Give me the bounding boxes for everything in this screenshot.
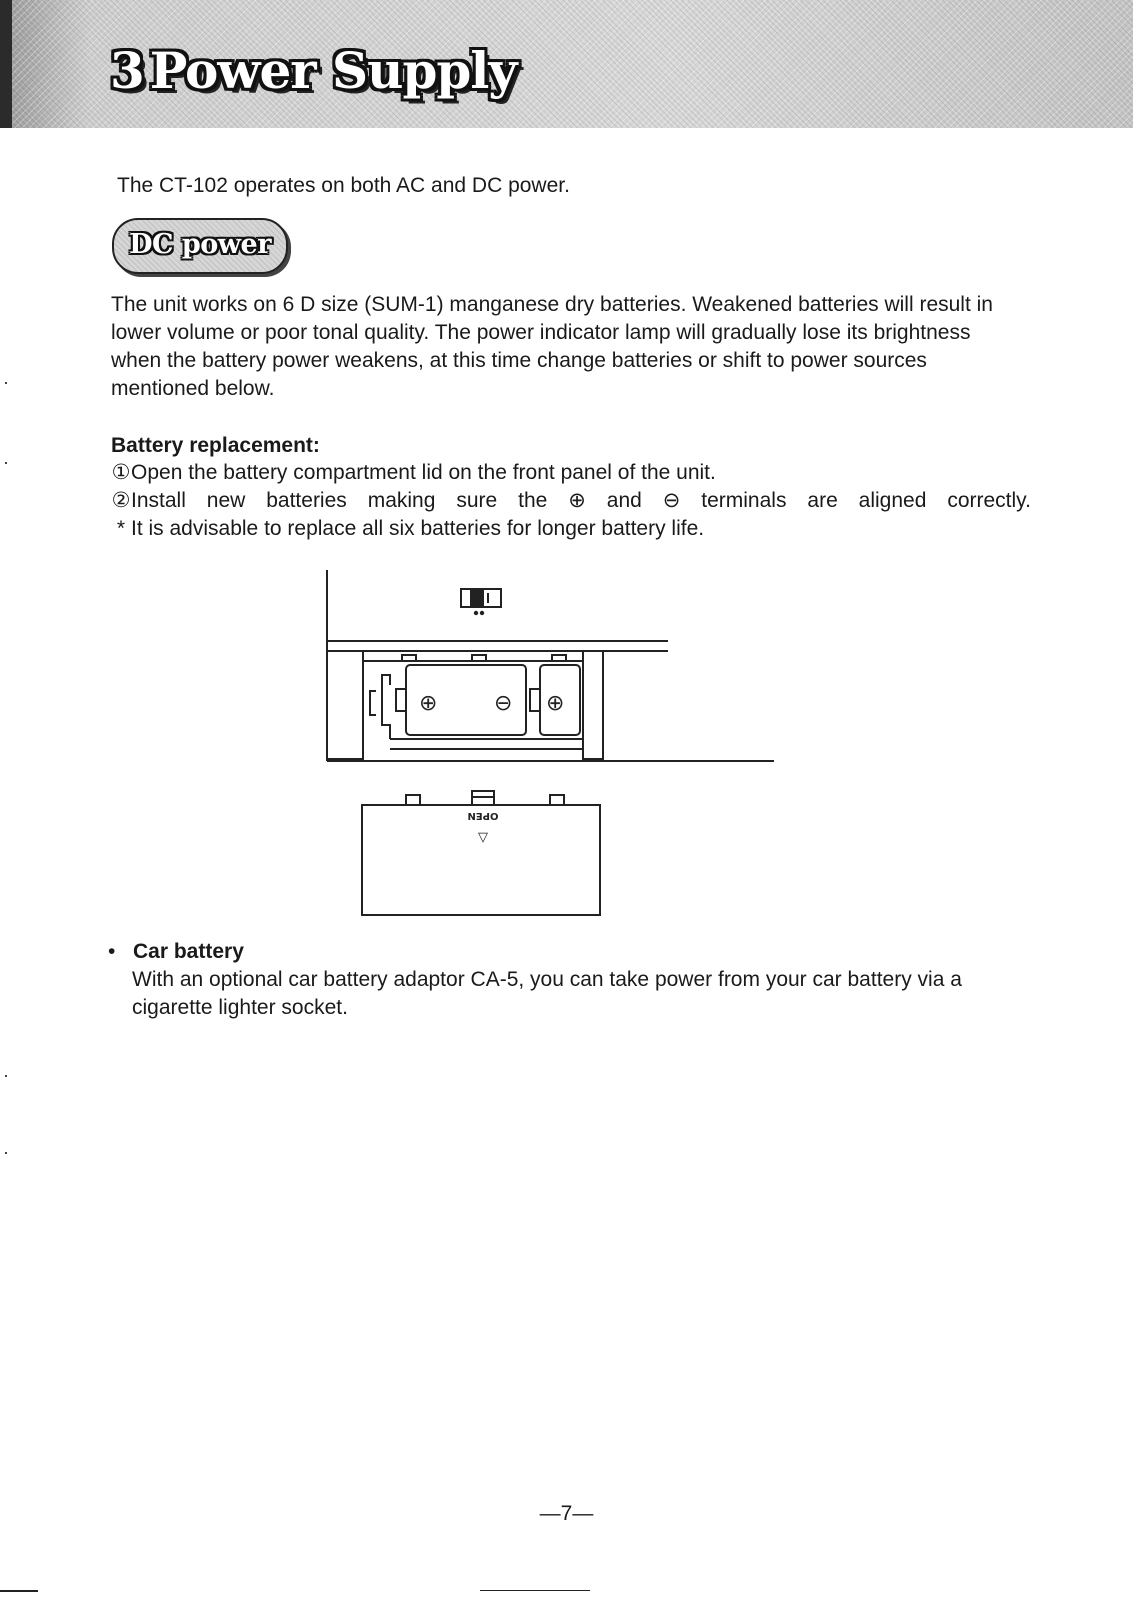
dc-power-paragraph: The unit works on 6 D size (SUM-1) manganese dry batteries. Weakened batteries will result in lower volume or poor tonal quality. The power indicator lamp will gradually lose its brightness when the battery power weakens, at this time change batteries or shift to power sources mentioned below. [111, 293, 993, 400]
step-1-text: Open the battery compartment lid on the front panel of the unit. [131, 461, 716, 484]
battery-replacement-heading: Battery replacement: [111, 434, 320, 457]
section-title: Power Supply [149, 41, 517, 100]
page-number: —7— [539, 1502, 594, 1525]
battery-compartment-illustration [320, 565, 790, 925]
step-2-word: aligned [858, 489, 927, 512]
step-2-word: and [606, 489, 642, 512]
step-2-word: correctly. [947, 489, 1031, 512]
note-text: It is advisable to replace all six batteries for longer battery life. [131, 517, 705, 540]
scan-artifact-dot [5, 462, 7, 464]
step-2-word: sure [456, 489, 498, 512]
lid-arrow-icon: ▽ [478, 830, 488, 845]
plus-terminal-icon: ⊕ [419, 691, 438, 716]
scan-artifact-dot [5, 1152, 7, 1154]
car-battery-paragraph: With an optional car battery adaptor CA-5, you can take power from your car battery via a cigarette lighter socket. [132, 968, 962, 1019]
dc-power-badge-label: DC power [129, 229, 271, 260]
step-2-word: are [807, 489, 838, 512]
car-battery-heading: Car battery [133, 940, 244, 963]
step-1 [111, 459, 1031, 487]
note-marker: * [116, 517, 126, 540]
section-header-band [0, 0, 1133, 128]
step-2-word: new [206, 489, 246, 512]
scan-artifact-dot [5, 1075, 7, 1077]
header-dark-edge [0, 0, 12, 128]
intro-text: The CT-102 operates on both AC and DC power. [117, 174, 570, 197]
minus-terminal-icon: ⊖ [494, 691, 513, 716]
step-2-word: terminals [701, 489, 787, 512]
section-heading [110, 36, 516, 106]
lid-open-label: OPEN [467, 810, 499, 821]
dc-power-badge [112, 218, 288, 274]
note [111, 515, 1031, 543]
section-number: 3 [110, 41, 144, 100]
plus-terminal-icon: ⊕ [546, 691, 565, 716]
step-2-word: batteries [266, 489, 347, 512]
bullet-icon: • [108, 940, 116, 963]
step-2 [111, 487, 1031, 515]
step-2-word: making [367, 489, 436, 512]
plus-terminal-symbol: ⊕ [568, 489, 586, 512]
step-2-marker: ② [111, 489, 131, 512]
scan-artifact-line [480, 1590, 590, 1591]
step-2-word: the [518, 489, 548, 512]
power-switch-icon [461, 589, 501, 614]
step-1-marker: ① [111, 461, 131, 484]
scan-artifact-dot [5, 382, 7, 384]
minus-terminal-symbol: ⊖ [662, 489, 681, 512]
scan-artifact-line [0, 1590, 38, 1592]
step-2-word: ②Install [111, 487, 186, 515]
battery-replacement-steps [111, 459, 1031, 543]
battery-lid [362, 791, 600, 915]
